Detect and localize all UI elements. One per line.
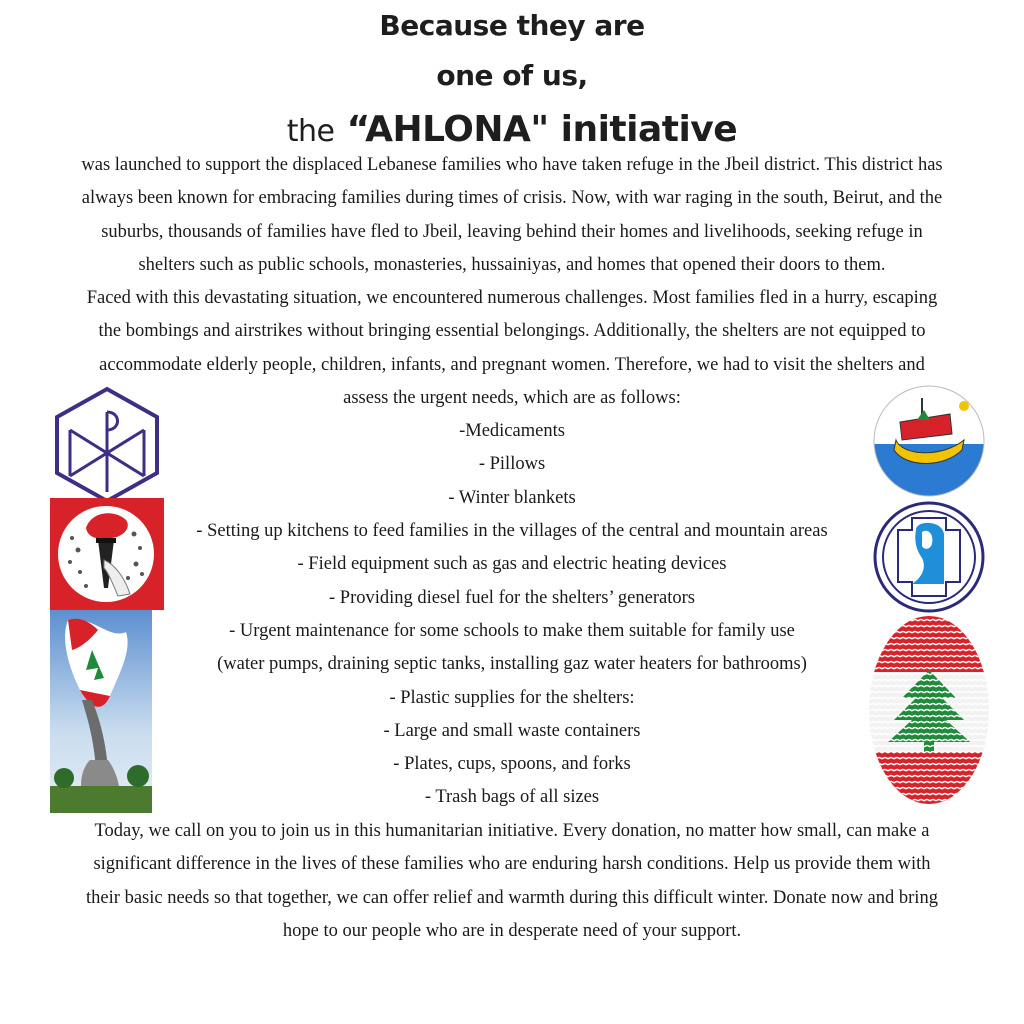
needs-list-item: - Urgent maintenance for some schools to make them suitable for family use xyxy=(229,620,795,641)
text-line: was launched to support the displaced Lebanese families who have taken refuge in the Jbeil district. This district has xyxy=(81,155,943,175)
text-line: their basic needs so that together, we can offer relief and warmth during this difficult winter. Donate now and bring xyxy=(86,887,938,908)
text-line: suburbs, thousands of families have fled to Jbeil, leaving behind their homes and livelihoods, seeking refuge in xyxy=(101,221,923,242)
text-line: assess the urgent needs, which are as follows: xyxy=(343,387,681,408)
intro-paragraph xyxy=(20,149,1004,282)
needs-list-item: - Providing diesel fuel for the shelters’ generators xyxy=(329,587,695,608)
flag-statue-image xyxy=(50,610,152,813)
text-line: shelters such as public schools, monasteries, hussainiyas, and homes that opened their doors to them. xyxy=(138,254,886,275)
needs-paragraph xyxy=(20,282,1004,815)
torch-logo-icon xyxy=(50,498,164,610)
needs-list-item: - Large and small waste containers xyxy=(383,720,641,741)
text-line: Faced with this devastating situation, we encountered numerous challenges. Most families fled in a hurry, escaping xyxy=(86,288,938,308)
needs-list-item: - Plastic supplies for the shelters: xyxy=(389,687,635,708)
needs-list-item: - Winter blankets xyxy=(448,487,576,508)
needs-list-item: - Trash bags of all sizes xyxy=(424,787,600,808)
text-line: always been known for embracing families during times of crisis. Now, with war raging in the south, Beirut, and the xyxy=(81,188,943,209)
needs-list-item: - Setting up kitchens to feed families in the villages of the central and mountain areas xyxy=(196,521,828,542)
text-line: Today, we call on you to join us in this humanitarian initiative. Every donation, no matter how small, can make a xyxy=(94,821,930,841)
virgin-mary-logo-icon xyxy=(872,500,986,614)
cedar-fingerprint-icon xyxy=(864,612,994,808)
title-line-2: one of us, xyxy=(436,59,588,92)
text-line: significant difference in the lives of these families who are enduring harsh conditions. Help us provide them with xyxy=(93,854,931,875)
needs-list-item: - Pillows xyxy=(478,454,546,475)
text-line: accommodate elderly people, children, infants, and pregnant women. Therefore, we had to visit the shelters and xyxy=(99,354,925,375)
title-prefix: the xyxy=(286,114,335,149)
title-line-1: Because they are xyxy=(379,9,645,42)
text-line: hope to our people who are in desperate need of your support. xyxy=(282,920,742,941)
chi-rho-logo-icon xyxy=(48,386,166,504)
needs-list-item: -Medicaments xyxy=(459,421,565,442)
needs-list-item: - Plates, cups, spoons, and forks xyxy=(393,754,631,775)
needs-list-item: (water pumps, draining septic tanks, installing gaz water heaters for bathrooms) xyxy=(217,654,807,675)
initiative-name: “AHLONA" initiative xyxy=(346,109,738,150)
text-line: the bombings and airstrikes without bringing essential belongings. Additionally, the shelters are not equipped to xyxy=(98,321,926,342)
needs-list-item: - Field equipment such as gas and electric heating devices xyxy=(297,554,727,575)
closing-paragraph xyxy=(20,815,1004,948)
boat-cedar-logo-icon xyxy=(872,384,986,498)
